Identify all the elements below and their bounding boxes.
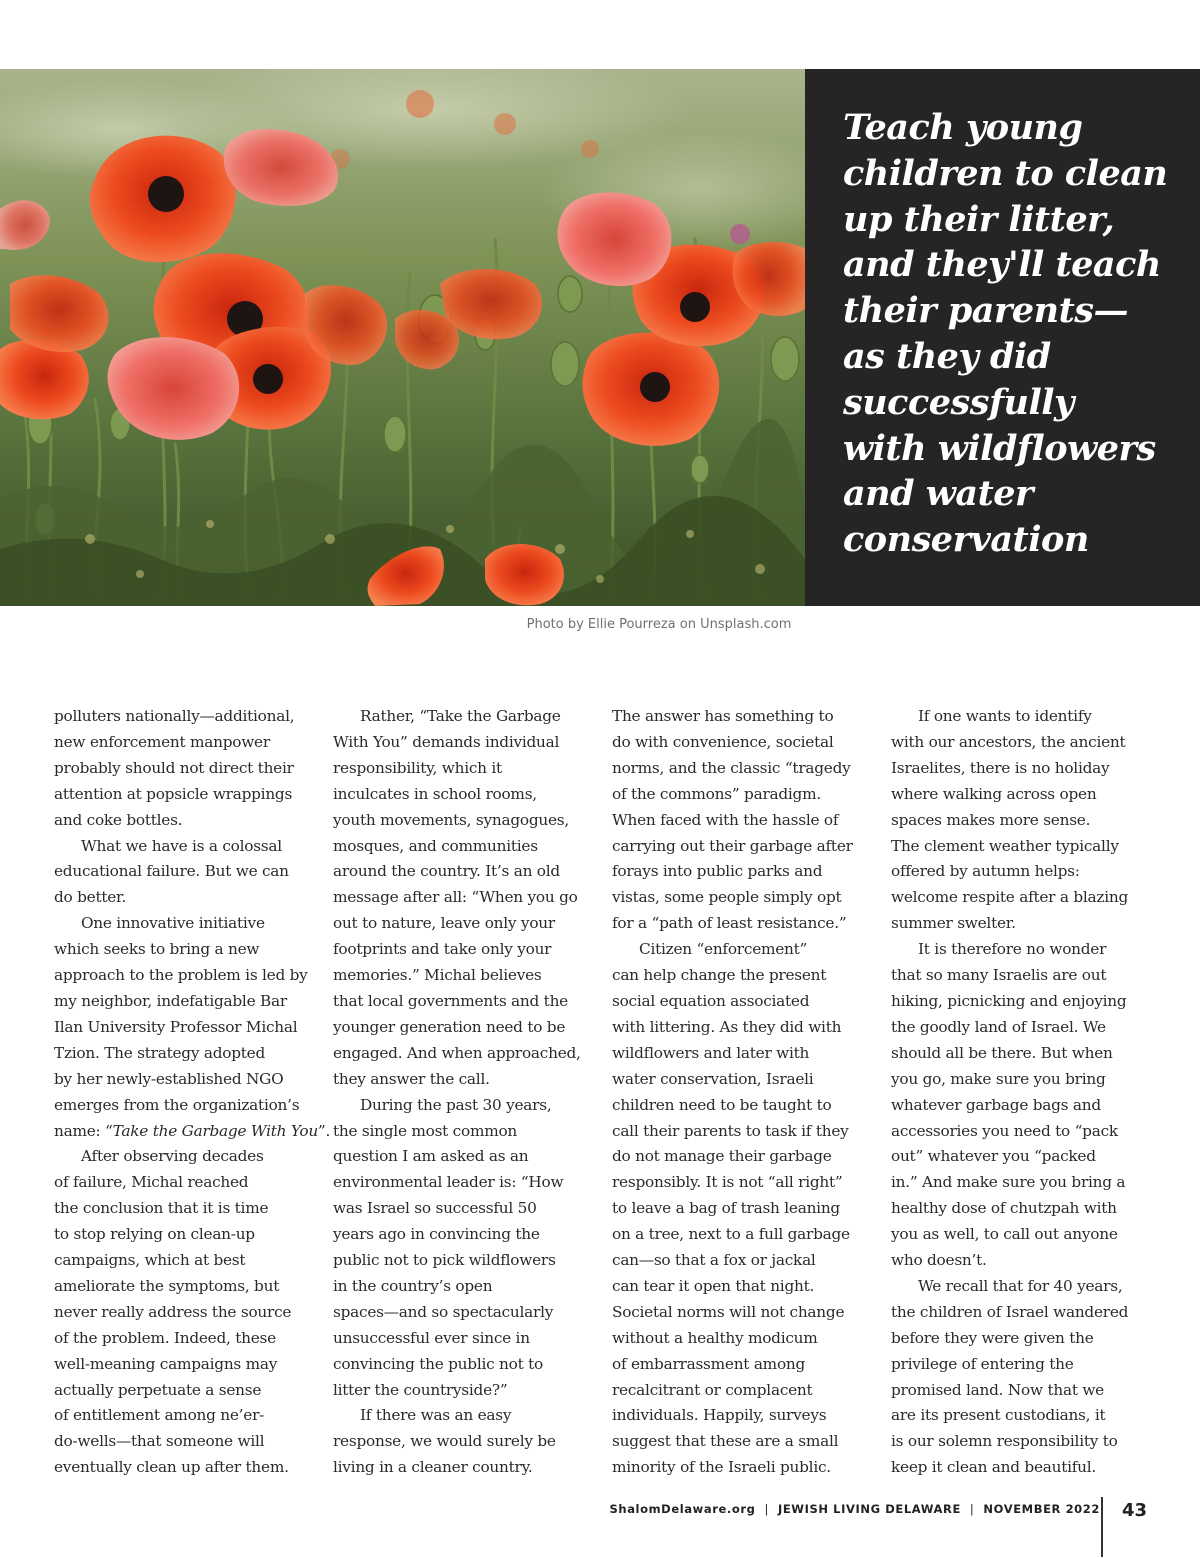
- pull-quote-line: and water: [843, 473, 1033, 515]
- article-line: on a tree, next to a full garbage: [612, 1225, 850, 1244]
- article-line: can tear it open that night.: [612, 1276, 815, 1295]
- article-line: probably should not direct their: [54, 758, 294, 777]
- article-line: convincing the public not to: [333, 1354, 543, 1373]
- article-line: Citizen “enforcement”: [639, 940, 808, 959]
- article-line: of failure, Michal reached: [54, 1173, 249, 1192]
- article-line: approach to the problem is led by: [54, 966, 308, 985]
- article-line: to stop relying on clean-up: [54, 1225, 255, 1244]
- page-number: 43: [1122, 1500, 1148, 1521]
- article-line: response, we would surely be: [333, 1432, 556, 1451]
- pull-quote-line: up their litter,: [843, 198, 1115, 240]
- article-column-1: [54, 704, 331, 1481]
- article-line: mosques, and communities: [333, 836, 538, 855]
- article-line: With You” demands individual: [333, 732, 560, 751]
- article-line: We recall that for 40 years,: [918, 1276, 1123, 1295]
- article-line: of the commons” paradigm.: [612, 784, 821, 803]
- poppy-photo: [0, 69, 805, 606]
- article-line: message after all: “When you go: [333, 888, 578, 907]
- article-line: footprints and take only your: [333, 940, 552, 959]
- article-paragraph: [54, 911, 331, 1144]
- article-paragraph: [54, 704, 309, 834]
- article-paragraph: [612, 704, 867, 937]
- article-column-4: [891, 704, 1146, 1481]
- article-column-3: [612, 704, 867, 1481]
- article-line: in the country’s open: [333, 1276, 493, 1295]
- pull-quote-line: as they did: [843, 335, 1051, 377]
- article-line: without a healthy modicum: [612, 1328, 818, 1347]
- article-line: with littering. As they did with: [612, 1017, 842, 1036]
- article-line: should all be there. But when: [891, 1043, 1113, 1062]
- article-line: can—so that a fox or jackal: [612, 1251, 816, 1270]
- article-line: can help change the present: [612, 966, 827, 985]
- article-line: spaces—and so spectacularly: [333, 1302, 554, 1321]
- article-line: the children of Israel wandered: [891, 1302, 1129, 1321]
- article-line: Rather, “Take the Garbage: [360, 707, 561, 725]
- article-line: youth movements, synagogues,: [333, 810, 569, 829]
- photo-caption: Photo by Ellie Pourreza on Unsplash.com: [526, 617, 792, 632]
- article-line: promised land. Now that we: [891, 1380, 1104, 1399]
- article-line: One innovative initiative: [81, 914, 265, 933]
- article-line: they answer the call.: [333, 1069, 490, 1088]
- article-line: individuals. Happily, surveys: [612, 1406, 827, 1425]
- pull-quote-line: with wildflowers: [843, 427, 1156, 469]
- article-line: you go, make sure you bring: [891, 1069, 1106, 1088]
- article-line: is our solemn responsibility to: [891, 1432, 1118, 1451]
- article-line: carrying out their garbage after: [612, 836, 853, 855]
- article-line: unsuccessful ever since in: [333, 1328, 530, 1347]
- article-line: of entitlement among ne’er-: [54, 1406, 265, 1425]
- article-line: never really address the source: [54, 1302, 292, 1321]
- article-line: public not to pick wildflowers: [333, 1251, 556, 1270]
- article-line: whatever garbage bags and: [891, 1095, 1101, 1114]
- page-footer: [610, 1502, 1100, 1516]
- article-line: for a “path of least resistance.”: [612, 914, 847, 933]
- article-line: recalcitrant or complacent: [612, 1380, 813, 1399]
- article-line: years ago in convincing the: [333, 1225, 540, 1244]
- article-line: who doesn’t.: [891, 1251, 987, 1270]
- article-line: spaces makes more sense.: [891, 810, 1091, 829]
- article-line: and coke bottles.: [54, 810, 183, 829]
- article-line: new enforcement manpower: [54, 732, 270, 751]
- article-line: name: “Take the Garbage With You”.: [54, 1121, 331, 1140]
- article-line: Israelites, there is no holiday: [891, 758, 1110, 777]
- article-line: environmental leader is: “How: [333, 1173, 564, 1192]
- footer-publication: JEWISH LIVING DELAWARE: [777, 1502, 961, 1516]
- article-line: do with convenience, societal: [612, 732, 834, 751]
- article-line: my neighbor, indefatigable Bar: [54, 991, 287, 1010]
- pull-quote-line: their parents—: [843, 290, 1128, 332]
- article-line: vistas, some people simply opt: [612, 888, 842, 907]
- article-line: attention at popsicle wrappings: [54, 784, 293, 803]
- article-line: suggest that these are a small: [612, 1432, 839, 1451]
- pull-quote-line: conservation: [843, 519, 1089, 561]
- article-line: water conservation, Israeli: [612, 1069, 814, 1088]
- article-line: of the problem. Indeed, these: [54, 1328, 276, 1347]
- article-line: by her newly-established NGO: [54, 1069, 284, 1088]
- article-line: actually perpetuate a sense: [54, 1380, 262, 1399]
- article-line: in.” And make sure you bring a: [891, 1173, 1126, 1192]
- article-line: minority of the Israeli public.: [612, 1458, 831, 1477]
- article-line: Tzion. The strategy adopted: [54, 1043, 265, 1062]
- article-line: Societal norms will not change: [612, 1302, 845, 1321]
- article-line: privilege of entering the: [891, 1354, 1074, 1373]
- article-paragraph: [891, 1274, 1146, 1481]
- article-line: you as well, to call out anyone: [891, 1225, 1118, 1244]
- article-line: memories.” Michal believes: [333, 966, 542, 985]
- footer-divider: [1101, 1497, 1103, 1557]
- article-line: do-wells—that someone will: [54, 1432, 265, 1451]
- article-line: question I am asked as an: [333, 1147, 529, 1166]
- article-line: around the country. It’s an old: [333, 862, 560, 881]
- article-line: litter the countryside?”: [333, 1380, 508, 1399]
- article-line: If one wants to identify: [918, 707, 1092, 725]
- article-line: forays into public parks and: [612, 862, 823, 881]
- article-line: offered by autumn helps:: [891, 862, 1080, 881]
- article-line: do not manage their garbage: [612, 1147, 832, 1166]
- article-line: out” whatever you “packed: [891, 1147, 1096, 1166]
- article-line: eventually clean up after them.: [54, 1458, 289, 1477]
- article-line: the single most common: [333, 1121, 518, 1140]
- article-line: educational failure. But we can: [54, 862, 289, 881]
- article-line: well-meaning campaigns may: [54, 1354, 278, 1373]
- article-paragraph: [891, 704, 1146, 937]
- article-line: where walking across open: [891, 784, 1097, 803]
- article-line: It is therefore no wonder: [918, 940, 1107, 959]
- article-line: call their parents to task if they: [612, 1121, 849, 1140]
- article-line: The clement weather typically: [891, 836, 1119, 855]
- article-line: During the past 30 years,: [360, 1095, 552, 1114]
- article-line: norms, and the classic “tragedy: [612, 758, 851, 777]
- article-line: campaigns, which at best: [54, 1251, 246, 1270]
- article-line: of embarrassment among: [612, 1354, 806, 1373]
- article-line: keep it clean and beautiful.: [891, 1458, 1097, 1477]
- pull-quote-line: children to clean: [843, 152, 1168, 194]
- article-line: After observing decades: [81, 1147, 264, 1166]
- article-line: The answer has something to: [612, 707, 834, 725]
- article-paragraph: [891, 937, 1146, 1274]
- article-line: do better.: [54, 888, 127, 907]
- article-line: responsibly. It is not “all right”: [612, 1173, 843, 1192]
- article-line: which seeks to bring a new: [54, 940, 260, 959]
- pull-quote-line: Teach young: [843, 107, 1083, 148]
- pull-quote-line: successfully: [843, 381, 1074, 423]
- footer-website: ShalomDelaware.org: [609, 1502, 756, 1516]
- footer-separator: |: [764, 1502, 769, 1516]
- article-line: engaged. And when approached,: [333, 1043, 581, 1062]
- ngo-name: Take the Garbage With You: [112, 1121, 318, 1140]
- footer-issue: NOVEMBER 2022: [983, 1502, 1100, 1516]
- article-paragraph: [333, 704, 588, 1093]
- article-line: If there was an easy: [360, 1406, 512, 1425]
- article-line: younger generation need to be: [333, 1017, 566, 1036]
- article-line: ameliorate the symptoms, but: [54, 1276, 280, 1295]
- article-line: with our ancestors, the ancient: [891, 732, 1126, 751]
- article-column-2: [333, 704, 588, 1481]
- pull-quote-box: [805, 69, 1200, 606]
- article-line: What we have is a colossal: [81, 836, 282, 855]
- article-line: out to nature, leave only your: [333, 914, 555, 933]
- article-line: hiking, picnicking and enjoying: [891, 991, 1127, 1010]
- article-line: responsibility, which it: [333, 758, 502, 777]
- article-line: emerges from the organization’s: [54, 1095, 300, 1114]
- article-line: accessories you need to “pack: [891, 1121, 1118, 1140]
- article-line: When faced with the hassle of: [612, 810, 839, 829]
- poppy-field-illustration: [0, 69, 805, 606]
- article-line: that so many Israelis are out: [891, 966, 1107, 985]
- article-line: social equation associated: [612, 991, 810, 1010]
- article-paragraph: [333, 1093, 588, 1404]
- article-paragraph: [54, 1144, 309, 1481]
- article-line: the conclusion that it is time: [54, 1199, 269, 1218]
- article-line: living in a cleaner country.: [333, 1458, 533, 1477]
- article-line: healthy dose of chutzpah with: [891, 1199, 1117, 1218]
- article-line: summer swelter.: [891, 914, 1016, 933]
- article-line: to leave a bag of trash leaning: [612, 1199, 840, 1218]
- article-paragraph: [54, 834, 309, 912]
- footer-separator: |: [969, 1502, 975, 1516]
- article-line: was Israel so successful 50: [333, 1199, 537, 1218]
- article-line: children need to be taught to: [612, 1095, 832, 1114]
- hero-section: [0, 69, 1200, 606]
- article-line: Ilan University Professor Michal: [54, 1017, 298, 1036]
- article-line: welcome respite after a blazing: [891, 888, 1128, 907]
- article-line: the goodly land of Israel. We: [891, 1017, 1106, 1036]
- article-line: polluters nationally—additional,: [54, 707, 295, 725]
- article-line: inculcates in school rooms,: [333, 784, 537, 803]
- article-paragraph: [612, 937, 867, 1481]
- pull-quote: [843, 105, 1182, 563]
- article-line: that local governments and the: [333, 991, 568, 1010]
- article-line: are its present custodians, it: [891, 1406, 1106, 1425]
- article-line: before they were given the: [891, 1328, 1094, 1347]
- article-paragraph: [333, 1403, 588, 1481]
- article-line: wildflowers and later with: [612, 1043, 810, 1062]
- pull-quote-line: and they'll teach: [843, 244, 1161, 286]
